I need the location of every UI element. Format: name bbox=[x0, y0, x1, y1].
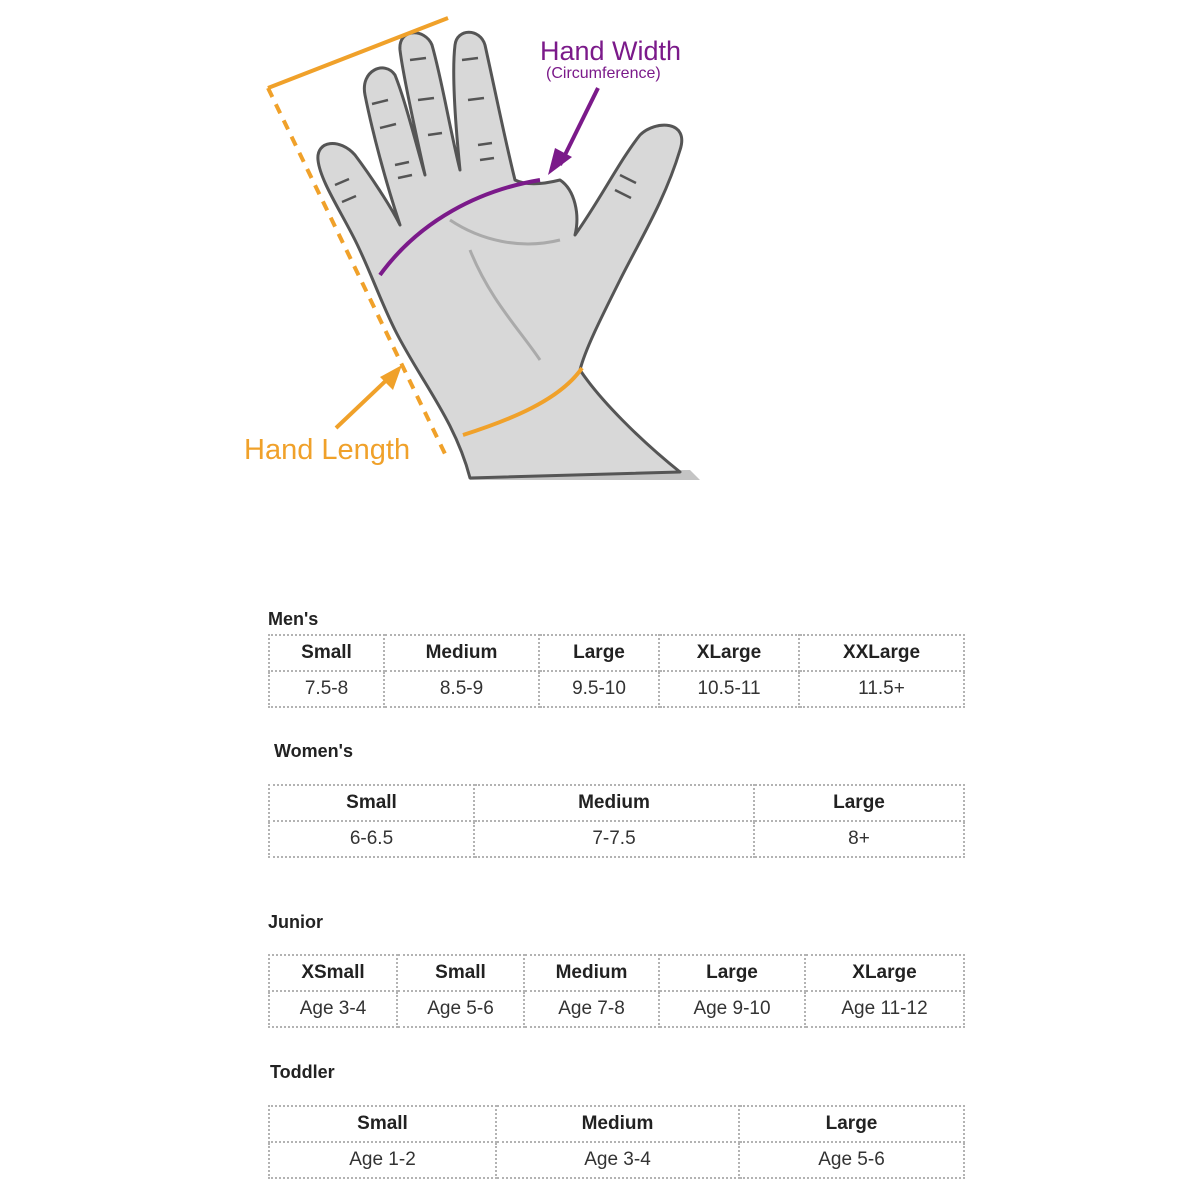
size-header: Medium bbox=[524, 955, 659, 991]
table-header-row bbox=[269, 785, 964, 821]
size-header: XXLarge bbox=[799, 635, 964, 671]
size-value: Age 11-12 bbox=[805, 991, 964, 1027]
size-value: 7.5-8 bbox=[269, 671, 384, 707]
size-value: 11.5+ bbox=[799, 671, 964, 707]
table-row bbox=[269, 991, 964, 1027]
table-header-row bbox=[269, 1106, 964, 1142]
size-header: Small bbox=[269, 1106, 496, 1142]
table-header-row bbox=[269, 635, 964, 671]
toddler-title: Toddler bbox=[270, 1062, 335, 1082]
hand-illustration-svg bbox=[230, 10, 730, 500]
size-header: Small bbox=[269, 635, 384, 671]
size-value: Age 5-6 bbox=[397, 991, 524, 1027]
size-value: 7-7.5 bbox=[474, 821, 754, 857]
table-row bbox=[269, 671, 964, 707]
size-header: Small bbox=[269, 785, 474, 821]
junior-size-table bbox=[268, 954, 965, 1028]
circumference-label: (Circumference) bbox=[546, 65, 661, 82]
mens-size-table bbox=[268, 634, 965, 708]
hand-shape bbox=[318, 32, 682, 478]
hand-width-label: Hand Width bbox=[540, 36, 682, 66]
size-header: Medium bbox=[496, 1106, 739, 1142]
size-header: XLarge bbox=[805, 955, 964, 991]
hand-length-label: Hand Length bbox=[244, 434, 411, 466]
size-header: Large bbox=[539, 635, 659, 671]
table-row bbox=[269, 821, 964, 857]
womens-size-table bbox=[268, 784, 965, 858]
size-value: Age 9-10 bbox=[659, 991, 805, 1027]
table-header-row bbox=[269, 955, 964, 991]
size-value: Age 3-4 bbox=[269, 991, 397, 1027]
size-header: Medium bbox=[474, 785, 754, 821]
size-header: Medium bbox=[384, 635, 539, 671]
size-header: Small bbox=[397, 955, 524, 991]
size-value: 10.5-11 bbox=[659, 671, 799, 707]
size-value: Age 7-8 bbox=[524, 991, 659, 1027]
size-value: 6-6.5 bbox=[269, 821, 474, 857]
size-value: 8+ bbox=[754, 821, 964, 857]
table-row bbox=[269, 1142, 964, 1178]
junior-title: Junior bbox=[268, 912, 324, 932]
size-value: Age 3-4 bbox=[496, 1142, 739, 1178]
size-header: Large bbox=[659, 955, 805, 991]
size-header: Large bbox=[754, 785, 964, 821]
size-header: XLarge bbox=[659, 635, 799, 671]
hand-measurement-illustration bbox=[230, 10, 730, 500]
toddler-size-table bbox=[268, 1105, 965, 1179]
size-value: Age 1-2 bbox=[269, 1142, 496, 1178]
size-value: 9.5-10 bbox=[539, 671, 659, 707]
size-header: Large bbox=[739, 1106, 964, 1142]
mens-title: Men's bbox=[268, 609, 319, 629]
size-value: 8.5-9 bbox=[384, 671, 539, 707]
womens-title: Women's bbox=[274, 741, 353, 761]
size-header: XSmall bbox=[269, 955, 397, 991]
size-value: Age 5-6 bbox=[739, 1142, 964, 1178]
